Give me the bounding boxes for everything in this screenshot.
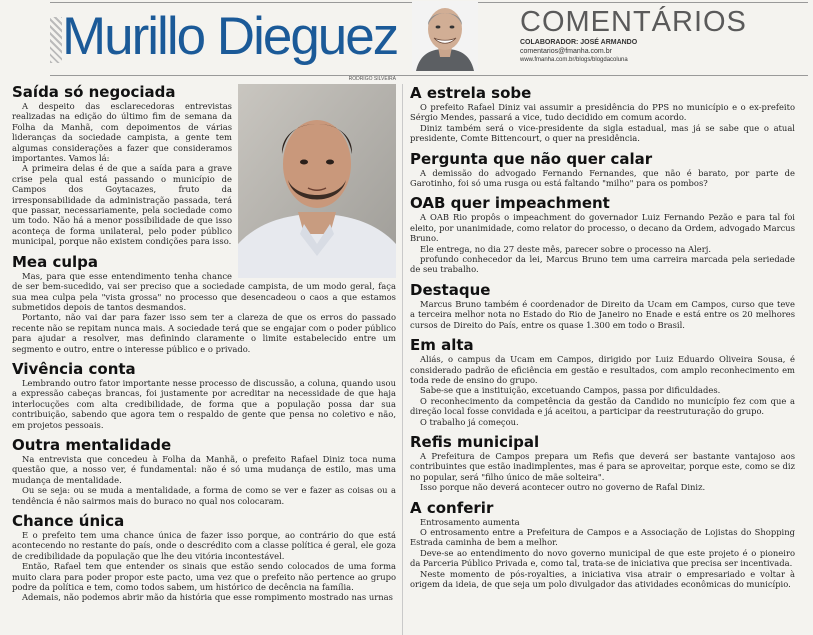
article-paragraph: Isso porque não deverá acontecer outro no governo de Rafal Diniz.	[420, 482, 706, 493]
column-divider	[402, 84, 403, 635]
contact-email: comentarios@fmanha.com.br	[520, 48, 612, 55]
article-title: Vivência conta	[12, 359, 136, 378]
right-column	[410, 84, 795, 596]
article-paragraph: Sabe-se que a instituição, excetuando Campos, passa por dificuldades.	[420, 385, 721, 396]
article-paragraph: O entrosamento entre a Prefeitura de Campos e a Associação de Lojistas do Shopping Estrada caminha de bem a melhor.	[410, 526, 795, 548]
news-photo-frame	[238, 76, 396, 278]
article-title: Destaque	[410, 280, 491, 299]
article-paragraph: Portanto, não vai dar para fazer isso sem ter a clareza de que os erros do passado recente não se repitam nunca mais. A sociedade terá que se engajar com o poder público para ajudar a resolver, mas definindo claramente o limite estabelecido entre um segmento e outro, entre o interesse público e o privado.	[12, 312, 396, 354]
article	[410, 151, 795, 189]
article-paragraph: Marcus Bruno também é coordenador de Direito da Ucam em Campos, curso que teve a terceira melhor nota no Estado do Rio de Janeiro no Enade e está entre os 20 melhores cursos de Direito do País, entre os quase 1.300 em todo o Brasil.	[410, 298, 795, 330]
collaborator-name: COLABORADOR: JOSÉ ARMANDO	[520, 39, 638, 46]
article-paragraph: O reconhecimento da competência da gestão da Candido no município fez com que a direção local fosse convidada e já aceitou, a participar da reestruturação do grupo.	[410, 395, 795, 417]
article	[410, 337, 795, 427]
article-paragraph: Mas, para que esse entendimento tenha chance de ser bem-sucedido, vai ser preciso que a sociedade campista, de um modo geral, faça sua mea culpa pela "vista grossa" no processo que desencadeou o caos a que estamos submetidos depois de tantos desmandos.	[12, 270, 396, 312]
article-paragraph: Na entrevista que concedeu à Folha da Manhã, o prefeito Rafael Diniz toca numa questão que, a nosso ver, é fundamental: não é só uma mudança de estilo, mas uma mudança de mentalidade.	[12, 453, 396, 485]
left-column	[12, 76, 396, 610]
article	[12, 437, 396, 506]
article	[12, 361, 396, 430]
article	[12, 513, 396, 603]
article-paragraph: A demissão do advogado Fernando Fernandes, que não é barato, por parte de Garotinho, foi só uma rusga ou está faltando "milho" para os pombos?	[410, 167, 795, 189]
article-paragraph: profundo conhecedor da lei, Marcus Bruno tem uma carreira marcada pela seriedade de seu trabalho.	[410, 254, 795, 275]
article-title: OAB quer impeachment	[410, 194, 610, 213]
article-paragraph: Ele entrega, no dia 27 deste mês, parecer sobre o processo na Alerj.	[420, 243, 711, 254]
article-paragraph: Ou se seja: ou se muda a mentalidade, a forma de como se ver e fazer as coisas ou a tendência é não sairmos mais do buraco no qual nos colocaram.	[12, 485, 396, 506]
article-paragraph: Então, Rafael tem que entender os sinais que estão sendo colocados de uma forma muito clara para poder propor este pacto, uma vez que o prefeito não pertence ao grupo podre da política e tem, como todos sabem, um histórico de decência na família.	[12, 561, 396, 593]
article-title: A conferir	[410, 498, 494, 517]
news-photo	[238, 84, 396, 278]
article-paragraph: O prefeito Rafael Diniz vai assumir a presidência do PPS no município e o ex-prefeito Sérgio Mendes, passará a vice, tudo decidido em comum acordo.	[410, 102, 795, 123]
article-paragraph: E o prefeito tem uma chance única de fazer isso porque, ao contrário do que está acontecendo no restante do país, onde o descrédito com a classe política é geral, ele goza de credibilidade da população que lhe deu vitória incontestável.	[12, 530, 396, 561]
article	[410, 282, 795, 330]
article-title: A estrela sobe	[410, 84, 532, 102]
article-paragraph: O trabalho já começou.	[420, 416, 519, 427]
article-paragraph: A Prefeitura de Campos prepara um Refis que deverá ser bastante vantajoso aos contribuintes que estão inadimplentes, mas é para se aproveitar, porque este, como se diz no popular, será "filho único de mãe solteira".	[410, 450, 795, 482]
article-title: Chance única	[12, 512, 125, 530]
article-paragraph: A despeito das esclarecedoras entrevistas realizadas na edição do último fim de semana da Folha da Manhã, com depoimentos de várias lideranças da sociedade campista, a gente tem algumas considerações a fazer que consideramos importantes. Vamos lá:	[12, 101, 232, 164]
column-brand: Murillo Dieguez	[62, 7, 398, 66]
photo-credit: RODRIGO SILVEIRA	[348, 76, 396, 82]
article-paragraph: Neste momento de pós-royalties, a iniciativa visa atrair o empresariado e voltar à origem da ideia, de que seja um polo divulgador das atividades econômicas do município.	[410, 568, 795, 589]
article-paragraph: Ademais, não podemos abrir mão da história que esse rompimento mostrado nas urnas	[22, 592, 393, 603]
masthead	[0, 0, 813, 82]
article-paragraph: Entrosamento aumenta	[420, 516, 520, 527]
article-title: Refis municipal	[410, 432, 540, 451]
blog-url: www.fmanha.com.br/blogs/blogdacoluna	[520, 57, 628, 63]
article-paragraph: Deve-se ao entendimento do novo governo municipal de que este projeto é o pioneiro da Parceria Público Privada e, como tal, trata-se de iniciativa que precisa ser incentivada.	[410, 547, 795, 569]
columnist-portrait	[412, 1, 478, 71]
article-paragraph: A primeira delas é de que a saída para a grave crise pela qual está passando o município de Campos dos Goytacazes, fruto da irresponsabilidade da administração passada, terá que passar, necessariamente, pela sociedade como um todo. Não há a menor possibilidade de que isso aconteça de forma unilateral, pelo poder público municipal, porque não existem condições para isso.	[12, 163, 232, 247]
article-title: Saída só negociada	[12, 83, 176, 101]
article-paragraph: Aliás, o campus da Ucam em Campos, dirigido por Luiz Eduardo Oliveira Sousa, é considerado padrão de eficiência em gestão e resultados, com amplo reconhecimento em toda rede de ensino do grupo.	[410, 354, 795, 385]
article-title: Mea culpa	[12, 252, 99, 271]
article-paragraph: A OAB Rio propôs o impeachment do governador Luiz Fernando Pezão e para tal foi eleito, por unanimidade, como relator do processo, o decano da Ordem, advogado Marcus Bruno.	[410, 212, 795, 244]
article-title: Outra mentalidade	[12, 435, 172, 454]
article	[410, 500, 795, 590]
section-title: COMENTÁRIOS	[520, 6, 747, 38]
article-paragraph: Lembrando outro fator importante nesse processo de discussão, a coluna, quando usou a expressão cabeças brancas, foi justamente por acreditar na necessidade de que haja interlocuções com alta credibilidade, de forma que a população possa dar sua contribuição, sabendo que agora tem o respaldo de gente que pensa no coletivo e não, em projetos pessoais.	[12, 377, 396, 430]
article-title: Em alta	[410, 336, 474, 355]
article-title: Pergunta que não quer calar	[410, 149, 653, 168]
article	[410, 85, 795, 144]
collaborator-info	[520, 38, 637, 56]
article-paragraph: Diniz também será o vice-presidente da sigla estadual, mas já se sabe que o atual presidente, Comte Bittencourt, o quer na presidência.	[410, 122, 795, 144]
article	[410, 434, 795, 493]
article	[410, 195, 795, 274]
